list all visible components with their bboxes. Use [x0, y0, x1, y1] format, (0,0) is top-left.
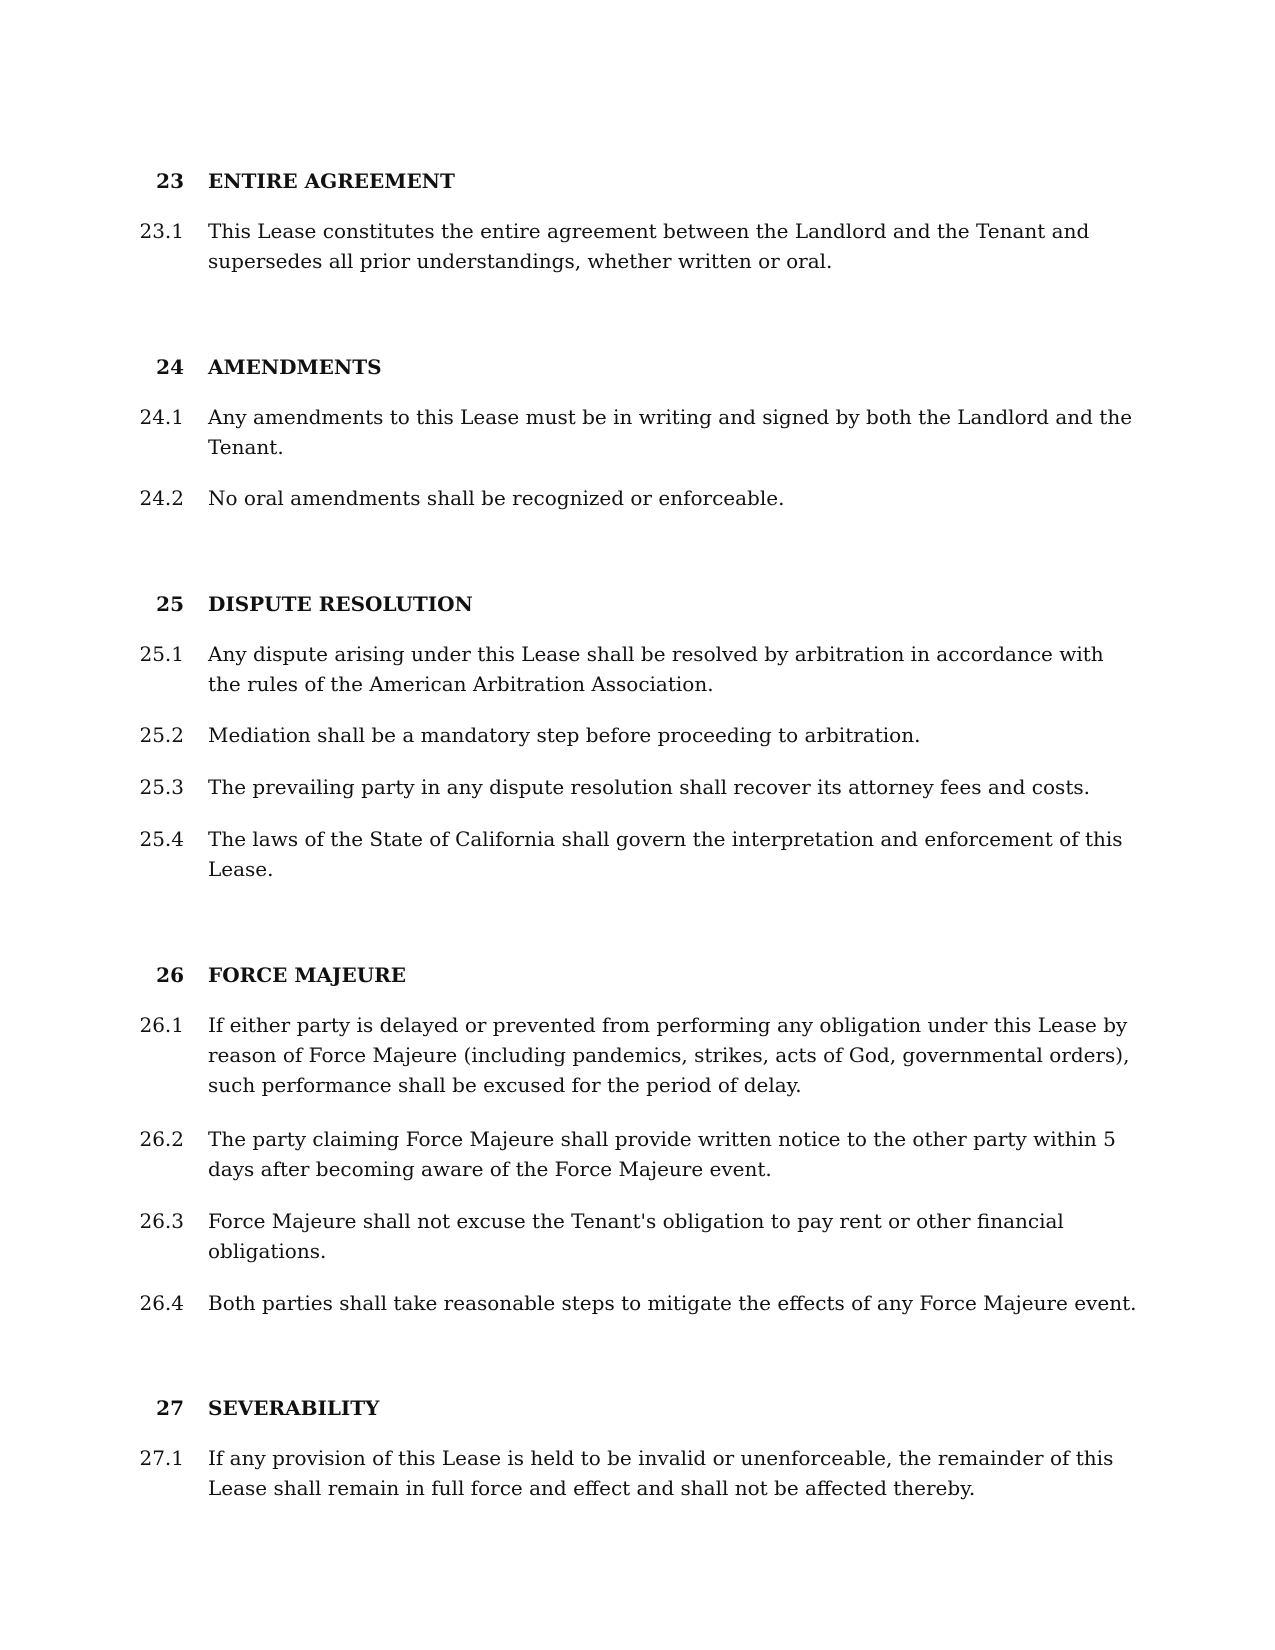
- clause-text: The party claiming Force Majeure shall provide written notice to the other party within 5 days after becoming aware of the Force Majeure event.: [208, 1127, 1116, 1181]
- clause-text: No oral amendments shall be recognized or enforceable.: [208, 486, 785, 510]
- clause-number: 26.4: [139, 1291, 184, 1315]
- clause-text: Force Majeure shall not excuse the Tenant's obligation to pay rent or other financial obligations.: [208, 1209, 1064, 1263]
- section-heading: [0, 352, 1275, 382]
- clause-number: 24.1: [139, 405, 184, 429]
- clause-text: This Lease constitutes the entire agreement between the Landlord and the Tenant and supersedes all prior understandings, whether written or oral.: [208, 219, 1090, 273]
- clause-number: 25.3: [139, 775, 184, 799]
- section-heading: [0, 960, 1275, 990]
- clause-text: Mediation shall be a mandatory step before proceeding to arbitration.: [208, 723, 921, 747]
- clause-number: 24.2: [139, 486, 184, 510]
- clause-number: 26.3: [139, 1209, 184, 1233]
- clause-number: 25.2: [139, 723, 184, 747]
- section-heading: [0, 1393, 1275, 1423]
- section-heading: [0, 166, 1275, 196]
- clause-number: 26.2: [139, 1127, 184, 1151]
- section-title: ENTIRE AGREEMENT: [208, 169, 455, 193]
- section-number: 23: [156, 169, 184, 193]
- clause-number: 23.1: [139, 219, 184, 243]
- clause-text: Both parties shall take reasonable steps to mitigate the effects of any Force Majeure event.: [208, 1291, 1137, 1315]
- section-number: 25: [156, 592, 184, 616]
- clause-text: If any provision of this Lease is held to be invalid or unenforceable, the remainder of this Lease shall remain in full force and effect and shall not be affected thereby.: [208, 1446, 1114, 1500]
- clause-number: 25.1: [139, 642, 184, 666]
- section-number: 27: [156, 1396, 184, 1420]
- clause-text: Any amendments to this Lease must be in writing and signed by both the Landlord and the Tenant.: [208, 405, 1133, 459]
- section-title: DISPUTE RESOLUTION: [208, 592, 473, 616]
- clause-text: Any dispute arising under this Lease shall be resolved by arbitration in accordance with the rules of the American Arbitration Association.: [208, 642, 1104, 696]
- section-number: 26: [156, 963, 184, 987]
- clause-number: 25.4: [139, 827, 184, 851]
- clause-text: The laws of the State of California shall govern the interpretation and enforcement of this Lease.: [208, 827, 1123, 881]
- clause-number: 26.1: [139, 1013, 184, 1037]
- section-number: 24: [156, 355, 184, 379]
- clause-number: 27.1: [139, 1446, 184, 1470]
- section-heading: [0, 589, 1275, 619]
- clause-text: If either party is delayed or prevented from performing any obligation under this Lease by reason of Force Majeure (including pandemics, strikes, acts of God, governmental orders), such performance shall be excused for the period of delay.: [208, 1013, 1130, 1097]
- clause-text: The prevailing party in any dispute resolution shall recover its attorney fees and costs.: [208, 775, 1090, 799]
- section-title: FORCE MAJEURE: [208, 963, 407, 987]
- section-title: SEVERABILITY: [208, 1396, 380, 1420]
- section-title: AMENDMENTS: [208, 355, 382, 379]
